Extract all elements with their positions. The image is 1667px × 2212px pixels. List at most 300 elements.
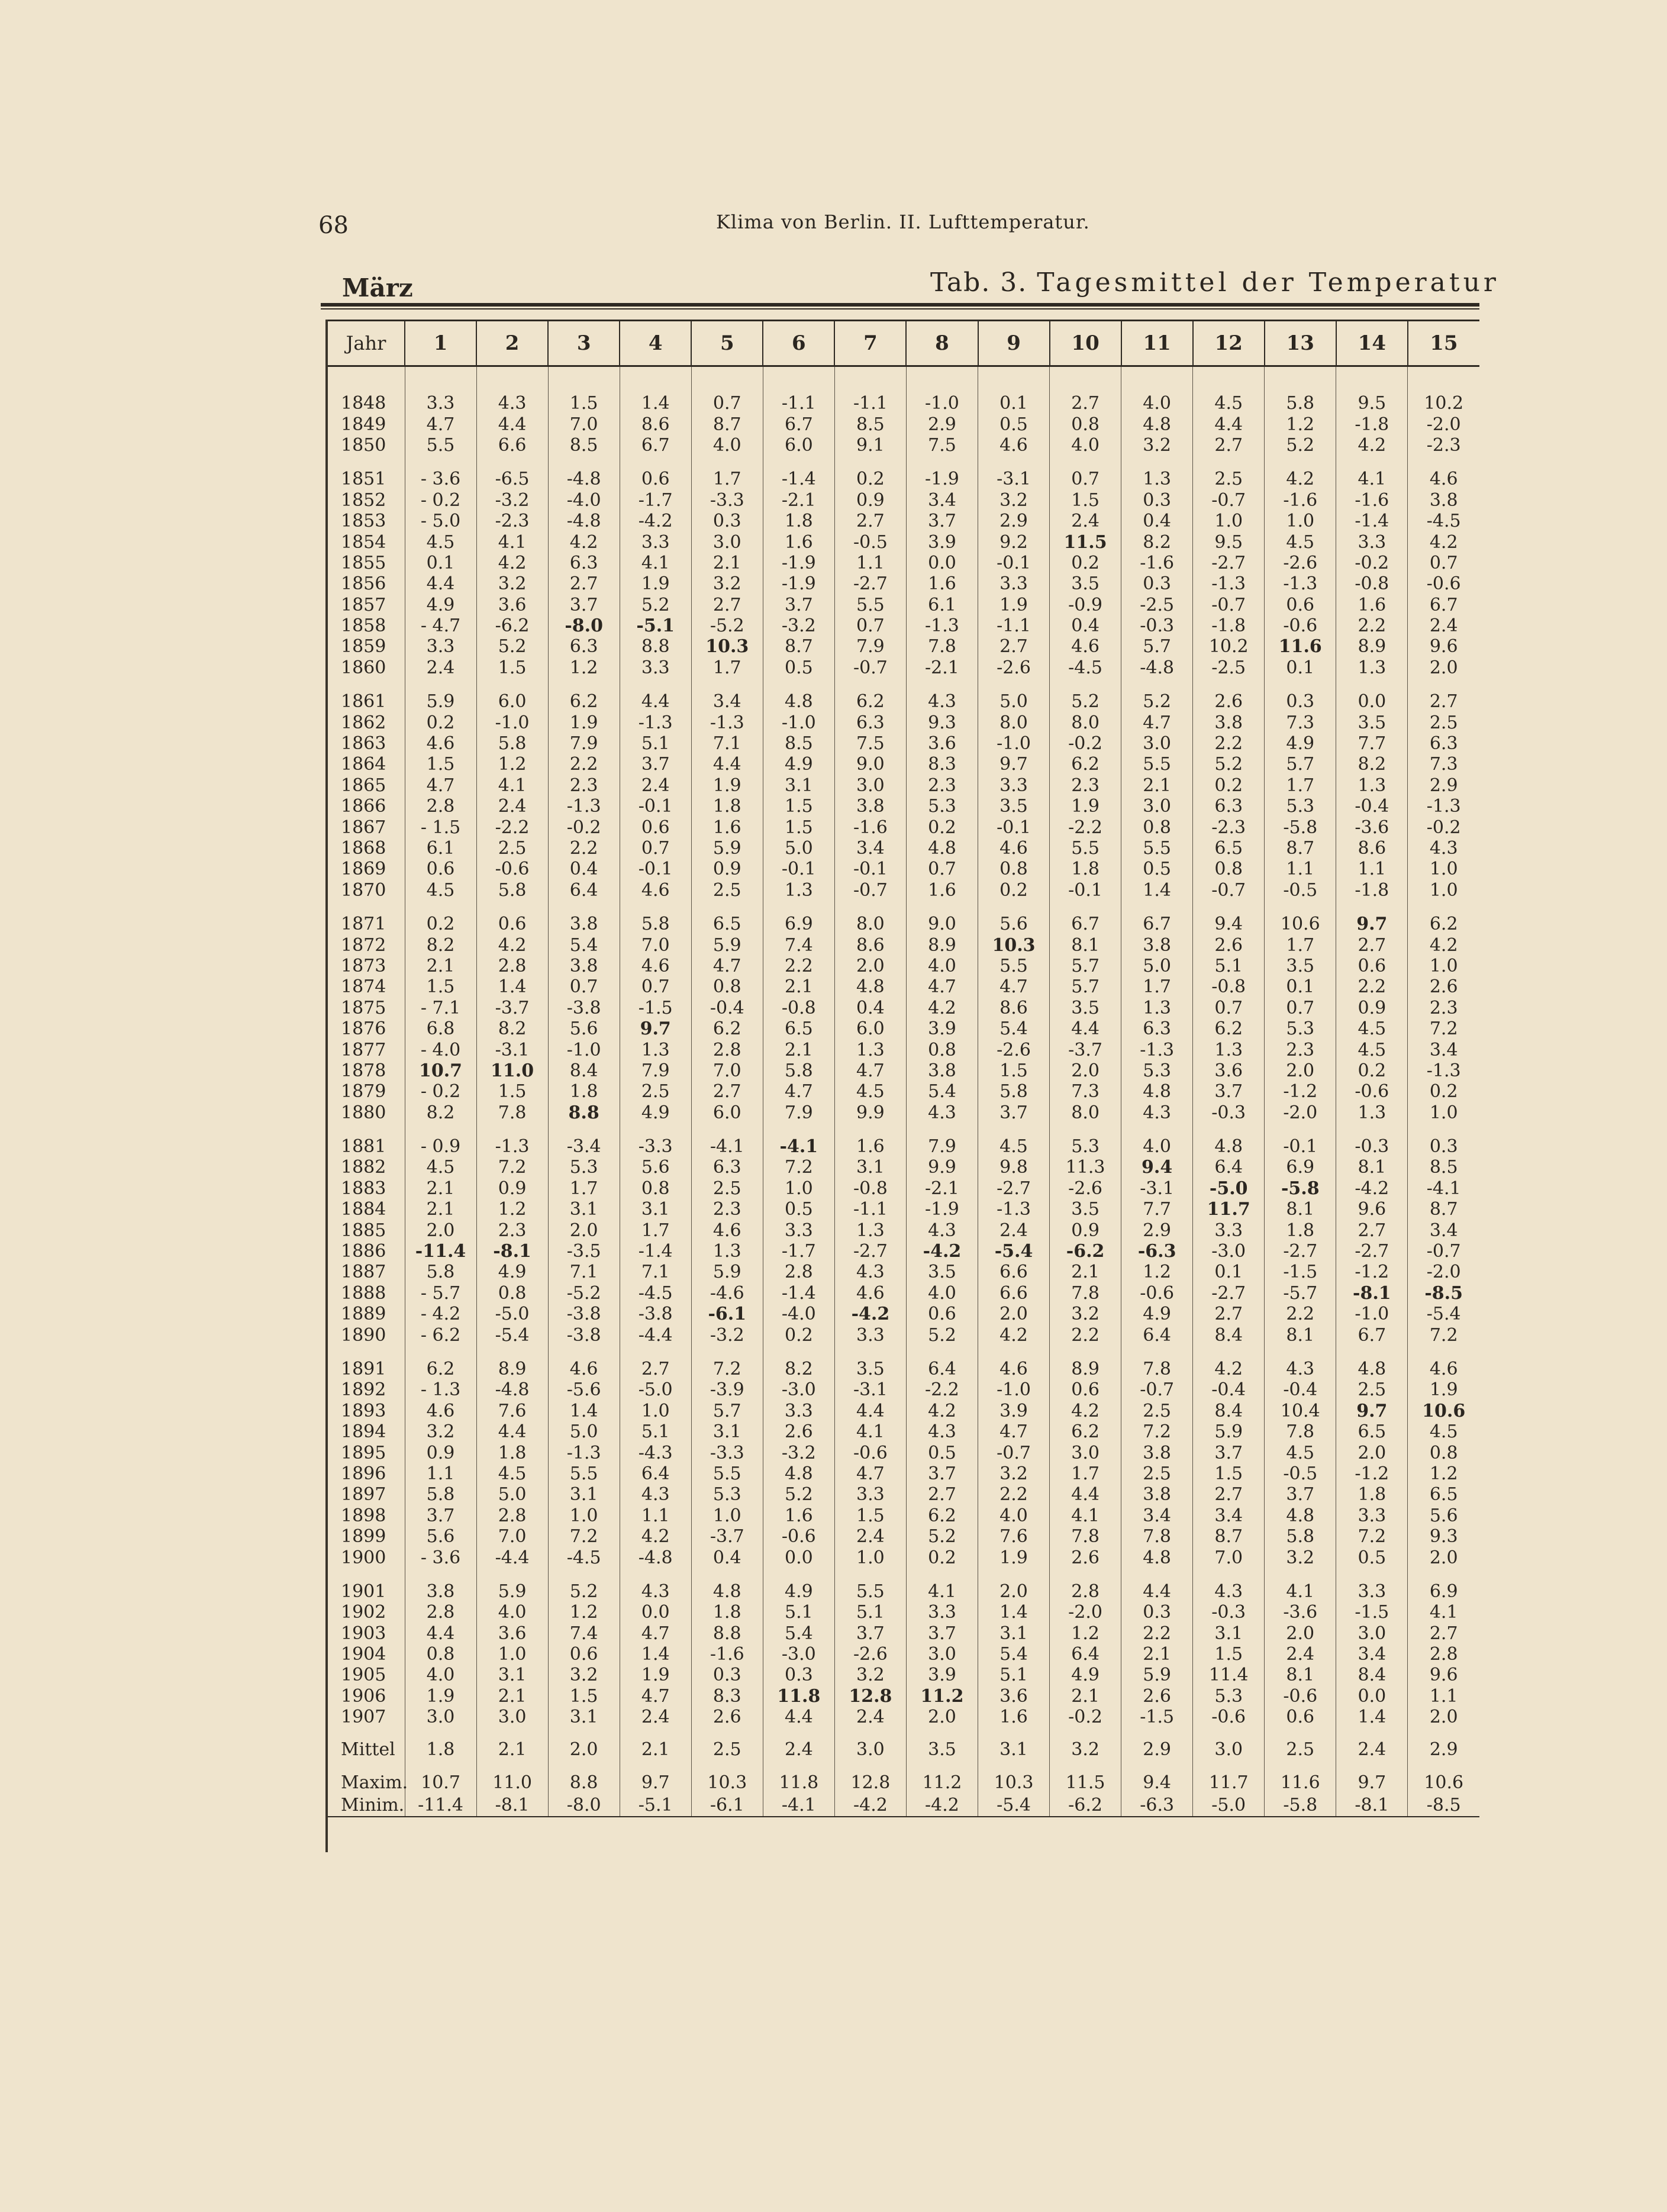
value-cell: 4.9 <box>1121 1304 1193 1324</box>
value-cell: 1.8 <box>1336 1484 1408 1505</box>
year-cell: 1893 <box>341 1400 386 1421</box>
value-cell: 2.0 <box>1336 1442 1408 1463</box>
value-cell: 2.0 <box>405 1220 476 1240</box>
spacer-cell <box>405 678 476 691</box>
table-row <box>328 469 1479 489</box>
value-cell: 1.7 <box>691 469 763 489</box>
value-cell: 3.8 <box>1121 934 1193 955</box>
value-cell: 2.3 <box>548 775 620 796</box>
year-cell: 1860 <box>341 657 386 678</box>
spacer-cell <box>476 901 548 914</box>
value-cell: 0.9 <box>691 859 763 879</box>
table-row <box>328 1442 1479 1463</box>
maxim-row <box>328 1771 1479 1794</box>
spacer-cell <box>328 456 405 469</box>
value-cell: 4.0 <box>1121 1136 1193 1157</box>
table-row <box>328 733 1479 754</box>
spacer-cell <box>548 1346 620 1359</box>
minim-value: -8.1 <box>1336 1794 1408 1817</box>
value-cell: 1.0 <box>1408 1102 1479 1123</box>
value-cell: -2.6 <box>978 657 1050 678</box>
value-cell: 4.4 <box>691 754 763 775</box>
value-cell: 3.8 <box>834 796 906 817</box>
maxim-value: 9.7 <box>1336 1771 1408 1794</box>
mittel-value: 2.4 <box>1336 1727 1408 1771</box>
table-row <box>328 595 1479 615</box>
table-row <box>328 976 1479 997</box>
year-cell: 1867 <box>341 817 386 838</box>
value-cell: 2.9 <box>1408 775 1479 796</box>
spacer-cell <box>476 1346 548 1359</box>
maxim-value: 10.3 <box>691 1771 763 1794</box>
table-row <box>328 712 1479 733</box>
value-cell: 0.2 <box>1408 1081 1479 1102</box>
value-cell: -4.0 <box>763 1304 834 1324</box>
value-cell: -5.4 <box>978 1241 1050 1262</box>
value-cell: 3.0 <box>1121 733 1193 754</box>
value-cell: 1.6 <box>978 1707 1050 1727</box>
year-cell: 1874 <box>341 976 386 998</box>
value-cell: 4.9 <box>405 595 476 615</box>
value-cell: 3.8 <box>1121 1484 1193 1505</box>
value-cell: 11.8 <box>763 1686 834 1707</box>
value-cell: 1.1 <box>1336 859 1408 879</box>
spacer-cell <box>763 1568 834 1581</box>
value-cell: 9.6 <box>1336 1199 1408 1220</box>
value-cell: 4.5 <box>405 531 476 552</box>
spacer-cell <box>476 366 548 372</box>
value-cell: 6.6 <box>978 1262 1050 1282</box>
value-cell: 2.8 <box>691 1039 763 1060</box>
value-cell: 5.1 <box>1193 956 1265 976</box>
value-cell: 1.5 <box>476 1081 548 1102</box>
spacer-cell <box>834 1123 906 1136</box>
value-cell: 3.1 <box>620 1199 691 1220</box>
year-cell: 1902 <box>341 1602 386 1623</box>
spacer-cell <box>1336 1123 1408 1136</box>
spacer-cell <box>476 1568 548 1581</box>
value-cell: 7.4 <box>548 1623 620 1643</box>
value-cell: -2.2 <box>1050 817 1121 837</box>
value-cell: -0.1 <box>1050 880 1121 901</box>
value-cell: 8.7 <box>1193 1526 1265 1547</box>
value-cell: -1.6 <box>1121 553 1193 573</box>
value-cell: -4.3 <box>620 1442 691 1463</box>
mittel-value: 2.9 <box>1121 1727 1193 1771</box>
value-cell: 4.9 <box>1265 733 1336 754</box>
value-cell: 0.6 <box>1050 1379 1121 1400</box>
value-cell: 2.3 <box>1050 775 1121 796</box>
value-cell: 0.4 <box>1121 511 1193 531</box>
value-cell: 3.9 <box>906 531 978 552</box>
value-cell: -0.1 <box>978 817 1050 837</box>
value-cell: 7.6 <box>978 1526 1050 1547</box>
value-cell: -2.2 <box>476 817 548 837</box>
value-cell: 8.9 <box>1050 1359 1121 1379</box>
value-cell: 3.6 <box>476 1623 548 1643</box>
value-cell: 5.5 <box>548 1463 620 1484</box>
year-cell: 1884 <box>341 1199 386 1220</box>
value-cell: -4.1 <box>763 1136 834 1157</box>
value-cell: 1.0 <box>1408 956 1479 976</box>
value-cell: 8.2 <box>476 1018 548 1039</box>
value-cell: 1.5 <box>476 657 548 678</box>
value-cell: 8.7 <box>763 636 834 657</box>
table-row <box>328 998 1479 1018</box>
minim-value: -5.0 <box>1193 1794 1265 1817</box>
year-cell: 1869 <box>341 859 386 880</box>
value-cell: 7.0 <box>691 1060 763 1081</box>
value-cell: 7.3 <box>1408 754 1479 775</box>
value-cell: 4.7 <box>620 1686 691 1707</box>
value-cell: 1.6 <box>763 531 834 552</box>
value-cell: 0.7 <box>906 859 978 879</box>
spacer-cell <box>978 901 1050 914</box>
value-cell: 2.7 <box>1193 1484 1265 1505</box>
value-cell: 1.6 <box>906 573 978 594</box>
value-cell: 6.0 <box>834 1018 906 1039</box>
value-cell: 4.5 <box>476 1463 548 1484</box>
value-cell: 4.3 <box>834 1262 906 1282</box>
value-cell: 4.7 <box>906 976 978 997</box>
value-cell: 6.2 <box>1193 1018 1265 1039</box>
value-cell: 1.5 <box>834 1505 906 1526</box>
value-cell: 0.8 <box>691 976 763 997</box>
spacer-cell <box>1408 1346 1479 1359</box>
value-cell: -1.9 <box>763 573 834 594</box>
value-cell: 1.9 <box>1050 796 1121 817</box>
value-cell: 2.5 <box>1193 469 1265 489</box>
value-cell: 3.7 <box>1193 1081 1265 1102</box>
value-cell: 2.0 <box>1050 1060 1121 1081</box>
value-cell: 3.4 <box>1336 1644 1408 1665</box>
column-header-day-5: 5 <box>691 321 763 366</box>
value-cell: 4.6 <box>405 1401 476 1421</box>
value-cell: 0.3 <box>763 1665 834 1685</box>
value-cell: -1.4 <box>763 1283 834 1304</box>
value-cell: -1.4 <box>763 469 834 489</box>
spacer-cell <box>691 1568 763 1581</box>
value-cell: 4.4 <box>476 1421 548 1442</box>
value-cell: 0.7 <box>1193 998 1265 1018</box>
value-cell: 4.7 <box>405 414 476 434</box>
value-cell: -3.8 <box>548 1324 620 1345</box>
value-cell: 8.3 <box>691 1686 763 1707</box>
year-cell: 1894 <box>341 1421 386 1443</box>
value-cell: -3.1 <box>476 1039 548 1060</box>
value-cell: 11.7 <box>1193 1199 1265 1220</box>
spacer-cell <box>328 901 405 914</box>
value-cell: 2.0 <box>978 1581 1050 1602</box>
value-cell: 2.2 <box>1336 615 1408 636</box>
value-cell: 10.4 <box>1265 1401 1336 1421</box>
table-row <box>328 934 1479 955</box>
table-row <box>328 1602 1479 1623</box>
spacer-cell <box>906 1123 978 1136</box>
value-cell: 6.7 <box>620 435 691 456</box>
value-cell: 4.5 <box>1336 1039 1408 1060</box>
value-cell: -4.6 <box>691 1283 763 1304</box>
value-cell: 7.2 <box>548 1526 620 1547</box>
value-cell: 5.2 <box>1121 691 1193 712</box>
spacer-cell <box>1193 678 1265 691</box>
value-cell: 11.5 <box>1050 531 1121 552</box>
value-cell: -4.8 <box>476 1379 548 1400</box>
spacer-cell <box>1408 372 1479 393</box>
column-header-day-8: 8 <box>906 321 978 366</box>
value-cell: -0.6 <box>1408 573 1479 594</box>
value-cell: 1.5 <box>405 754 476 775</box>
value-cell: 7.8 <box>1265 1421 1336 1442</box>
value-cell: 0.3 <box>691 511 763 531</box>
spacer-cell <box>834 901 906 914</box>
value-cell: 0.8 <box>906 1039 978 1060</box>
value-cell: 4.4 <box>620 691 691 712</box>
value-cell: 6.9 <box>1265 1157 1336 1178</box>
value-cell: -4.1 <box>1408 1178 1479 1199</box>
value-cell: 4.8 <box>763 1463 834 1484</box>
value-cell: 2.1 <box>405 956 476 976</box>
row-spacer <box>328 456 1479 469</box>
value-cell: -1.0 <box>978 1379 1050 1400</box>
value-cell: -0.6 <box>1121 1283 1193 1304</box>
header-row <box>328 321 1479 366</box>
value-cell: 10.7 <box>405 1060 476 1081</box>
value-cell: 4.2 <box>978 1324 1050 1345</box>
month-heading: März <box>342 273 413 302</box>
value-cell: 6.4 <box>548 880 620 901</box>
spacer-cell <box>1336 366 1408 372</box>
value-cell: 4.7 <box>978 1421 1050 1442</box>
year-cell: 1863 <box>341 733 386 754</box>
value-cell: -2.3 <box>1408 435 1479 456</box>
value-cell: 4.1 <box>834 1421 906 1442</box>
year-cell: 1855 <box>341 552 386 573</box>
year-cell: 1851 <box>341 469 386 490</box>
value-cell: 4.8 <box>1265 1505 1336 1526</box>
maxim-value: 11.7 <box>1193 1771 1265 1794</box>
table-row <box>328 1526 1479 1547</box>
year-cell: 1854 <box>341 531 386 553</box>
table-row <box>328 754 1479 775</box>
value-cell: 3.8 <box>548 956 620 976</box>
value-cell: -1.3 <box>906 615 978 636</box>
column-header-day-12: 12 <box>1193 321 1265 366</box>
value-cell: 3.5 <box>978 796 1050 817</box>
value-cell: 3.7 <box>1265 1484 1336 1505</box>
value-cell: -0.6 <box>1265 615 1336 636</box>
value-cell: 0.1 <box>978 393 1050 414</box>
spacer-cell <box>834 456 906 469</box>
value-cell: 0.2 <box>978 880 1050 901</box>
value-cell: 2.7 <box>834 511 906 531</box>
value-cell: 4.2 <box>1265 469 1336 489</box>
value-cell: 5.9 <box>691 838 763 859</box>
row-spacer <box>328 366 1479 372</box>
value-cell: 3.8 <box>1408 490 1479 511</box>
table-row <box>328 796 1479 817</box>
value-cell: 4.7 <box>763 1081 834 1102</box>
value-cell: 2.7 <box>1050 393 1121 414</box>
mittel-value: 2.0 <box>548 1727 620 1771</box>
value-cell: 9.6 <box>1408 1665 1479 1685</box>
value-cell: 2.4 <box>978 1220 1050 1240</box>
value-cell: 3.1 <box>834 1157 906 1178</box>
value-cell: 3.3 <box>620 657 691 678</box>
table-row <box>328 531 1479 552</box>
value-cell: 1.2 <box>476 754 548 775</box>
value-cell: 0.8 <box>1408 1442 1479 1463</box>
value-cell: 2.0 <box>1408 657 1479 678</box>
spacer-cell <box>548 372 620 393</box>
value-cell: 2.4 <box>1265 1644 1336 1665</box>
value-cell: 2.2 <box>1265 1304 1336 1324</box>
value-cell: 6.8 <box>405 1018 476 1039</box>
value-cell: -1.6 <box>1265 490 1336 511</box>
value-cell: 5.1 <box>978 1665 1050 1685</box>
maxim-label: Maxim. <box>341 1772 408 1793</box>
value-cell: 4.3 <box>620 1581 691 1602</box>
value-cell: 3.5 <box>1265 956 1336 976</box>
value-cell: 11.4 <box>1193 1665 1265 1685</box>
value-cell: -4.5 <box>548 1547 620 1568</box>
value-cell: 2.1 <box>1121 775 1193 796</box>
value-cell: -8.1 <box>476 1241 548 1262</box>
minim-value: -11.4 <box>405 1794 476 1817</box>
value-cell: -5.8 <box>1265 817 1336 837</box>
value-cell: 1.5 <box>1193 1644 1265 1665</box>
value-cell: -1.9 <box>906 1199 978 1220</box>
value-cell: -4.2 <box>1336 1178 1408 1199</box>
value-cell: 7.9 <box>763 1102 834 1123</box>
value-cell: - 0.9 <box>405 1136 476 1157</box>
value-cell: 0.7 <box>834 615 906 636</box>
value-cell: 2.1 <box>763 976 834 997</box>
value-cell: 6.9 <box>763 914 834 934</box>
value-cell: -2.7 <box>1193 1283 1265 1304</box>
year-cell: 1896 <box>341 1463 386 1484</box>
value-cell: 9.1 <box>834 435 906 456</box>
value-cell: 1.0 <box>1408 880 1479 901</box>
value-cell: 2.5 <box>1336 1379 1408 1400</box>
row-spacer <box>328 372 1479 393</box>
value-cell: -4.4 <box>476 1547 548 1568</box>
value-cell: 9.7 <box>1336 914 1408 934</box>
value-cell: -1.0 <box>548 1039 620 1060</box>
value-cell: 3.2 <box>1265 1547 1336 1568</box>
value-cell: 6.3 <box>548 636 620 657</box>
value-cell: 4.6 <box>691 1220 763 1240</box>
minim-value: -4.2 <box>834 1794 906 1817</box>
value-cell: 2.7 <box>906 1484 978 1505</box>
spacer-cell <box>620 372 691 393</box>
value-cell: 1.9 <box>691 775 763 796</box>
value-cell: 1.1 <box>1265 859 1336 879</box>
table-row <box>328 1199 1479 1220</box>
value-cell: 5.5 <box>1121 838 1193 859</box>
value-cell: -1.3 <box>1193 573 1265 594</box>
value-cell: 1.6 <box>763 1505 834 1526</box>
value-cell: 5.3 <box>1121 1060 1193 1081</box>
value-cell: 3.6 <box>476 595 548 615</box>
value-cell: 6.3 <box>1408 733 1479 754</box>
year-cell: 1870 <box>341 879 386 901</box>
spacer-cell <box>1265 1123 1336 1136</box>
spacer-cell <box>1265 1346 1336 1359</box>
table-row <box>328 838 1479 859</box>
value-cell: -8.1 <box>1336 1283 1408 1304</box>
value-cell: -0.8 <box>1336 573 1408 594</box>
value-cell: 1.6 <box>834 1136 906 1157</box>
value-cell: 3.3 <box>763 1401 834 1421</box>
value-cell: 8.6 <box>1336 838 1408 859</box>
value-cell: 0.7 <box>620 838 691 859</box>
value-cell: 5.8 <box>763 1060 834 1081</box>
value-cell: -0.3 <box>1193 1602 1265 1623</box>
minim-value: -5.4 <box>978 1794 1050 1817</box>
value-cell: 8.9 <box>906 934 978 955</box>
value-cell: 2.0 <box>1408 1707 1479 1727</box>
spacer-cell <box>1336 1346 1408 1359</box>
value-cell: 1.0 <box>1193 511 1265 531</box>
value-cell: 4.7 <box>405 775 476 796</box>
value-cell: 1.0 <box>763 1178 834 1199</box>
table-row <box>328 1547 1479 1568</box>
table-row <box>328 490 1479 511</box>
value-cell: 2.7 <box>1408 691 1479 712</box>
value-cell: 1.7 <box>548 1178 620 1199</box>
spacer-cell <box>1265 678 1336 691</box>
spacer-cell <box>906 372 978 393</box>
value-cell: 2.2 <box>548 754 620 775</box>
value-cell: - 6.2 <box>405 1324 476 1345</box>
table-head <box>328 321 1479 366</box>
value-cell: 1.2 <box>1050 1623 1121 1643</box>
value-cell: 4.4 <box>405 573 476 594</box>
value-cell: 3.2 <box>1050 1304 1121 1324</box>
column-header-day-11: 11 <box>1121 321 1193 366</box>
value-cell: 2.5 <box>620 1081 691 1102</box>
spacer-cell <box>1265 901 1336 914</box>
value-cell: 1.5 <box>763 817 834 837</box>
value-cell: 6.3 <box>548 553 620 573</box>
spacer-cell <box>548 456 620 469</box>
value-cell: 2.2 <box>1336 976 1408 997</box>
value-cell: 0.9 <box>1050 1220 1121 1240</box>
maxim-value: 11.8 <box>763 1771 834 1794</box>
value-cell: 3.1 <box>978 1623 1050 1643</box>
value-cell: -1.6 <box>834 817 906 837</box>
value-cell: 4.3 <box>620 1484 691 1505</box>
table-row <box>328 657 1479 678</box>
value-cell: - 0.2 <box>405 490 476 511</box>
year-cell: 1899 <box>341 1526 386 1547</box>
value-cell: 3.3 <box>1193 1220 1265 1240</box>
value-cell: 5.7 <box>1050 956 1121 976</box>
value-cell: 3.4 <box>1408 1220 1479 1240</box>
value-cell: 1.0 <box>620 1401 691 1421</box>
value-cell: 1.7 <box>620 1220 691 1240</box>
spacer-cell <box>620 1123 691 1136</box>
value-cell: 4.1 <box>476 775 548 796</box>
value-cell: 3.0 <box>1050 1442 1121 1463</box>
value-cell: 2.0 <box>1265 1060 1336 1081</box>
spacer-cell <box>1408 901 1479 914</box>
value-cell: 2.3 <box>476 1220 548 1240</box>
value-cell: 6.3 <box>691 1157 763 1178</box>
spacer-cell <box>978 372 1050 393</box>
value-cell: 2.7 <box>620 1359 691 1379</box>
